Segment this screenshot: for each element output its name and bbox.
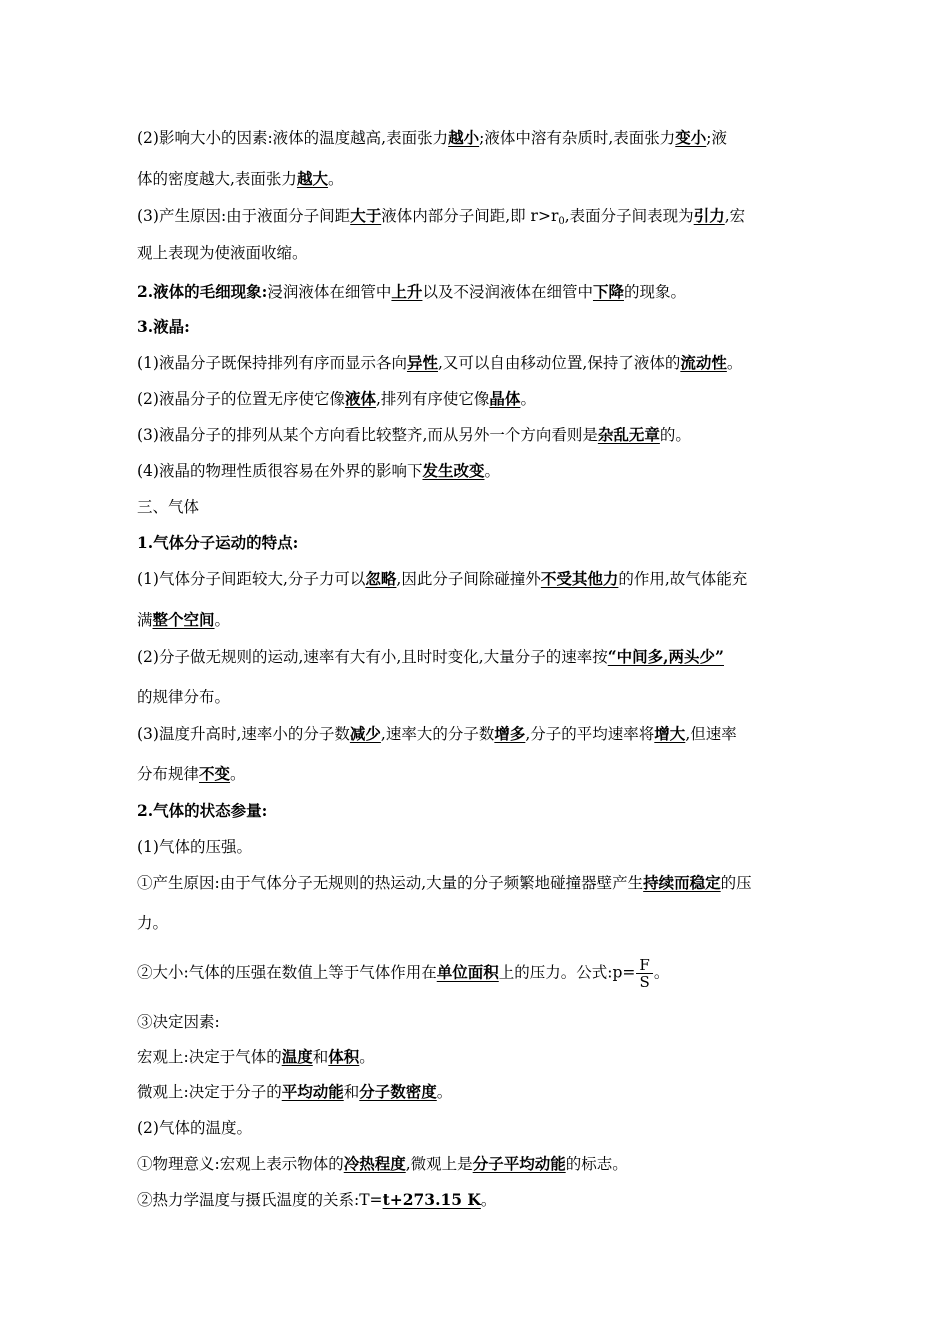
answer-blank: 温度 xyxy=(281,1047,313,1066)
text-line: (2)分子做无规则的运动,速率有大有小,且时时变化,大量分子的速率按“中间多,两头少” xyxy=(137,647,724,666)
answer-blank: t+273.15 K xyxy=(382,1190,481,1209)
section-heading: 2.液体的毛细现象: xyxy=(137,282,268,301)
chapter-heading: 三、气体 xyxy=(137,498,200,516)
section-heading: 2.气体的状态参量: xyxy=(137,801,268,820)
text-line: ②热力学温度与摄氏温度的关系:T=t+273.15 K。 xyxy=(137,1190,497,1209)
text-line: (4)液晶的物理性质很容易在外界的影响下发生改变。 xyxy=(137,461,500,480)
text-line: (2)气体的温度。 xyxy=(137,1119,252,1137)
section-heading: 3.液晶: xyxy=(137,317,190,336)
answer-blank: 上升 xyxy=(391,282,423,301)
answer-blank: 发生改变 xyxy=(422,461,485,480)
text-line: 宏观上:决定于气体的温度和体积。 xyxy=(137,1047,375,1066)
text-line: 满整个空间。 xyxy=(137,610,231,629)
answer-blank: 流动性 xyxy=(680,353,727,372)
answer-blank: 液体 xyxy=(344,389,376,408)
text-line: ③决定因素: xyxy=(137,1013,220,1031)
section-heading: 1.气体分子运动的特点: xyxy=(137,533,299,552)
answer-blank: 异性 xyxy=(406,353,438,372)
answer-blank: 不受其他力 xyxy=(540,569,619,588)
answer-blank: 分子平均动能 xyxy=(472,1154,566,1173)
text-line: (3)温度升高时,速率小的分子数减少,速率大的分子数增多,分子的平均速率将增大,但速率 xyxy=(137,724,737,743)
answer-blank: 分子数密度 xyxy=(359,1082,437,1101)
answer-blank: 越小 xyxy=(448,128,480,147)
answer-blank: 变小 xyxy=(675,128,707,147)
text-line: ①产生原因:由于气体分子无规则的热运动,大量的分子频繁地碰撞器壁产生持续而稳定的压 xyxy=(137,873,752,892)
answer-blank: 减少 xyxy=(349,724,381,743)
text-line: 的规律分布。 xyxy=(137,688,231,706)
pressure-formula-fraction xyxy=(636,957,652,990)
text-line: 观上表现为使液面收缩。 xyxy=(137,244,308,262)
text-line: 力。 xyxy=(137,914,169,932)
text-line: ②大小:气体的压强在数值上等于气体作用在单位面积上的压力。公式:p= $\frac{F}{S}$ 。 xyxy=(137,956,670,991)
answer-blank: 持续而稳定 xyxy=(643,873,721,892)
answer-blank: 增多 xyxy=(494,724,526,743)
answer-blank: 杂乱无章 xyxy=(597,425,660,444)
text-line: (2)影响大小的因素:液体的温度越高,表面张力越小;液体中溶有杂质时,表面张力变小;液 xyxy=(137,128,728,147)
text-line: (3)液晶分子的排列从某个方向看比较整齐,而从另外一个方向看则是杂乱无章的。 xyxy=(137,425,691,444)
text-line: (1)气体的压强。 xyxy=(137,838,252,856)
answer-blank: 体积 xyxy=(328,1047,360,1066)
text-line: 体的密度越大,表面张力越大。 xyxy=(137,169,344,188)
text-line: (2)液晶分子的位置无序使它像液体,排列有序使它像晶体。 xyxy=(137,389,536,408)
text-line: ①物理意义:宏观上表示物体的冷热程度,微观上是分子平均动能的标志。 xyxy=(137,1154,628,1173)
text-line: 2.液体的毛细现象:浸润液体在细管中上升以及不浸润液体在细管中下降的现象。 xyxy=(137,282,686,301)
answer-blank: 大于 xyxy=(350,206,382,225)
text-line: 分布规律不变。 xyxy=(137,764,246,783)
answer-blank: “中间多,两头少” xyxy=(607,647,724,666)
fraction-denominator: S xyxy=(639,973,650,991)
answer-blank: 引力 xyxy=(693,206,725,225)
answer-blank: 冷热程度 xyxy=(343,1154,406,1173)
answer-blank: 单位面积 xyxy=(436,962,499,982)
answer-blank: 越大 xyxy=(296,169,328,188)
answer-blank: 平均动能 xyxy=(281,1082,344,1101)
text-line: (1)气体分子间距较大,分子力可以忽略,因此分子间除碰撞外不受其他力的作用,故气体能充 xyxy=(137,569,748,588)
text-line: (1)液晶分子既保持排列有序而显示各向异性,又可以自由移动位置,保持了液体的流动性。 xyxy=(137,353,743,372)
fraction-numerator: F xyxy=(636,957,652,974)
answer-blank: 增大 xyxy=(654,724,686,743)
answer-blank: 下降 xyxy=(592,282,624,301)
answer-blank: 不变 xyxy=(199,764,231,783)
text-line: 微观上:决定于分子的平均动能和分子数密度。 xyxy=(137,1082,453,1101)
text-line: (3)产生原因:由于液面分子间距大于液体内部分子间距,即 $r>r_0$,表面分子间表现为引力,宏 xyxy=(137,206,746,227)
answer-blank: 忽略 xyxy=(365,569,397,588)
answer-blank: 晶体 xyxy=(489,389,521,408)
answer-blank: 整个空间 xyxy=(152,610,215,629)
